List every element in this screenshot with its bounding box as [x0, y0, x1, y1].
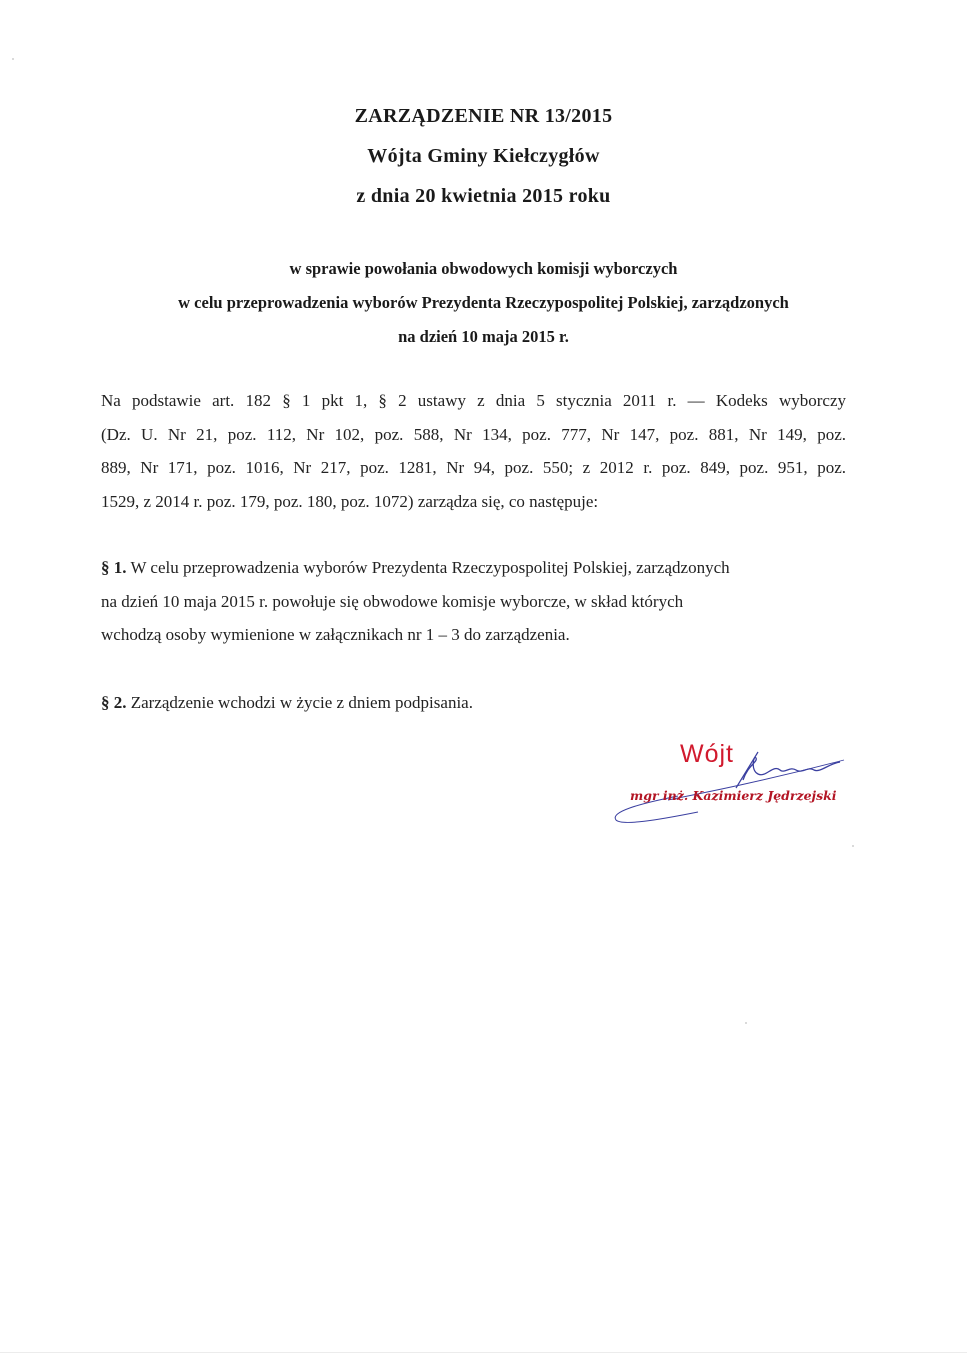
section-1-line-3: wchodzą osoby wymienione w załącznikach nr 1 – 3 do zarządzenia. — [101, 625, 570, 644]
document-header — [0, 96, 967, 216]
section-2-line — [101, 686, 846, 720]
section-1-line-2: na dzień 10 maja 2015 r. powołuje się obwodowe komisje wyborcze, w skład których — [101, 591, 684, 611]
subject-line-3: na dzień 10 maja 2015 r. — [398, 327, 569, 346]
section-2-mark: § 2. — [101, 693, 127, 712]
section-2-text: Zarządzenie wchodzi w życie z dniem podpisania. — [126, 693, 473, 712]
subject-line-2: w celu przeprowadzenia wyborów Prezydenta Rzeczypospolitej Polskiej, zarządzonych — [178, 293, 789, 312]
preamble-line-2: (Dz. U. Nr 21, poz. 112, Nr 102, poz. 588, Nr 134, poz. 777, Nr 147, poz. 881, Nr 149, poz. — [101, 424, 846, 444]
section-2-paragraph — [101, 686, 846, 720]
scan-speck — [745, 1022, 747, 1024]
section-1-line-1-text: W celu przeprowadzenia wyborów Prezydenta Rzeczypospolitej Polskiej, zarządzonych — [126, 558, 730, 577]
preamble-line-3: 889, Nr 171, poz. 1016, Nr 217, poz. 1281, Nr 94, poz. 550; z 2012 r. poz. 849, poz. 951, poz. — [101, 458, 846, 477]
section-1-paragraph — [101, 551, 829, 652]
preamble-line-1: Na podstawie art. 182 § 1 pkt 1, § 2 ustawy z dnia 5 stycznia 2011 r. — Kodeks wyborczy — [101, 391, 846, 410]
section-1-line-1 — [101, 551, 829, 585]
signature-stamp — [608, 740, 848, 830]
scan-speck — [12, 58, 14, 60]
subject-line-1: w sprawie powołania obwodowych komisji wyborczych — [289, 259, 678, 278]
scan-speck — [852, 845, 854, 847]
issuer-line: Wójta Gminy Kiełczygłów — [367, 145, 600, 167]
preamble-paragraph — [101, 384, 846, 518]
subject-block — [0, 252, 967, 354]
preamble-line-4: 1529, z 2014 r. poz. 179, poz. 180, poz. 1072) zarządza się, co następuje: — [101, 491, 599, 511]
scan-edge — [0, 1352, 967, 1353]
stamp-name: mgr inż. Kazimierz Jędrzejski — [630, 788, 837, 803]
stamp-title: Wójt — [680, 740, 734, 768]
ordinance-title: ZARZĄDZENIE NR 13/2015 — [354, 105, 613, 127]
date-line: z dnia 20 kwietnia 2015 roku — [356, 185, 611, 207]
section-1-mark: § 1. — [101, 558, 127, 577]
